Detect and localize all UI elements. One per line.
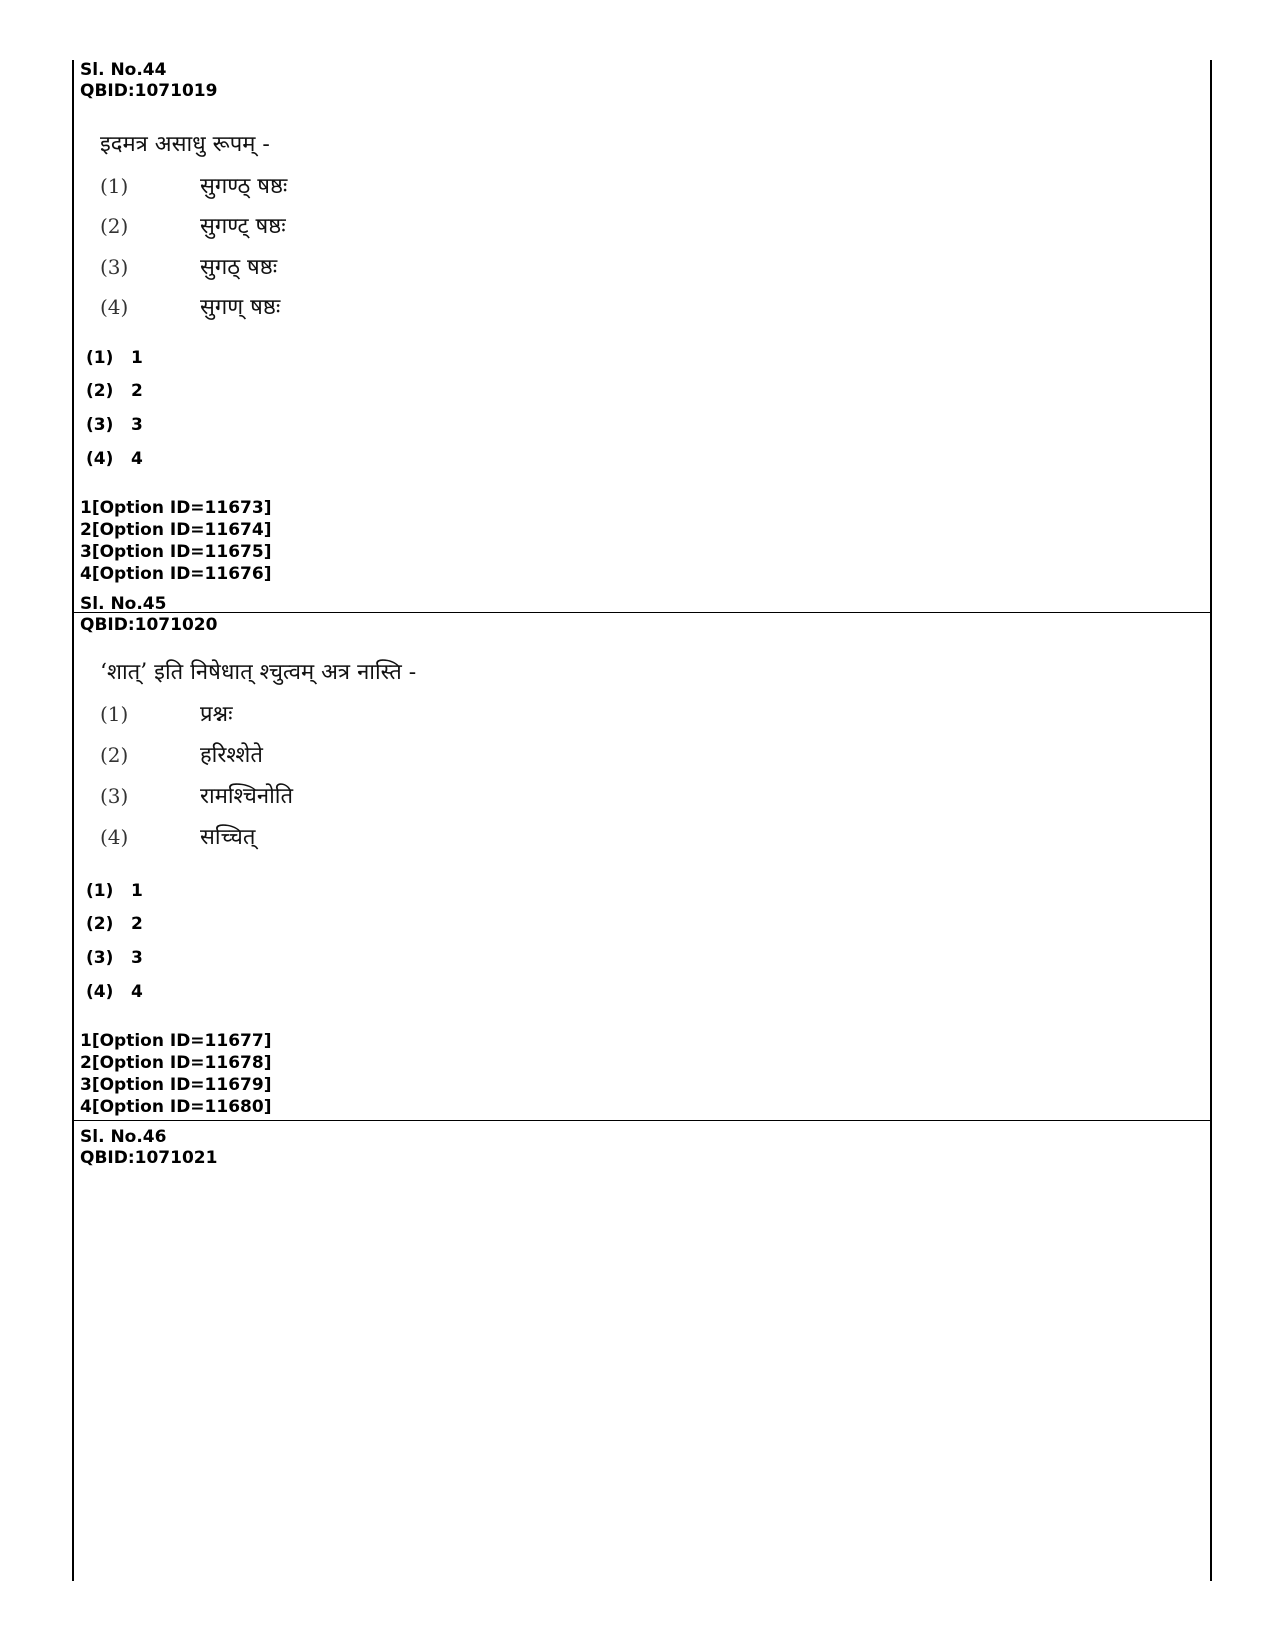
answer-value: 3: [131, 948, 143, 968]
option-text: सुगण्ट् षष्ठः: [200, 214, 286, 239]
question-block-46: [74, 1121, 1210, 1581]
option-text: सुगण् षष्ठः: [200, 295, 281, 320]
question-table: [72, 60, 1212, 1581]
option-id: 1[Option ID=11677]: [80, 1031, 272, 1051]
option-number: (2): [100, 743, 129, 767]
option-id: 3[Option ID=11679]: [80, 1075, 272, 1095]
option-number: (4): [100, 825, 129, 849]
answer-value: 3: [131, 415, 143, 435]
question-option-1: [100, 698, 233, 728]
option-id: 2[Option ID=11674]: [80, 520, 272, 540]
option-id: 4[Option ID=11680]: [80, 1097, 272, 1117]
question-option-2: [100, 210, 286, 240]
answer-choice-1[interactable]: [86, 881, 143, 901]
answer-choice-3[interactable]: [86, 415, 143, 435]
question-block-44: [74, 60, 1210, 613]
qbid: QBID:1071019: [80, 81, 218, 101]
serial-number: Sl. No.45: [80, 594, 167, 614]
option-number: (3): [100, 255, 129, 279]
qbid: QBID:1071021: [80, 1148, 218, 1168]
option-number: (3): [100, 784, 129, 808]
answer-number: (4): [86, 449, 114, 469]
answer-value: 1: [131, 881, 143, 901]
answer-number: (1): [86, 348, 114, 368]
question-text: इदमत्र असाधु रूपम् -: [100, 132, 270, 157]
option-id-list: [80, 497, 271, 585]
answer-number: (2): [86, 914, 114, 934]
option-text: प्रश्नः: [200, 702, 233, 727]
answer-value: 1: [131, 348, 143, 368]
question-option-3: [100, 251, 277, 281]
option-id: 1[Option ID=11673]: [80, 498, 272, 518]
option-text: सुगठ् षष्ठः: [200, 255, 278, 280]
option-text: सच्चित्: [200, 825, 256, 850]
answer-number: (1): [86, 881, 114, 901]
option-number: (4): [100, 295, 129, 319]
answer-choice-3[interactable]: [86, 948, 143, 968]
option-number: (1): [100, 174, 129, 198]
answer-value: 4: [131, 982, 143, 1002]
answer-value: 4: [131, 449, 143, 469]
serial-number: Sl. No.46: [80, 1127, 167, 1147]
question-option-4: [100, 291, 280, 321]
answer-choice-4[interactable]: [86, 449, 143, 469]
answer-number: (3): [86, 415, 114, 435]
option-text: सुगण्ठ् षष्ठः: [200, 174, 288, 199]
answer-number: (3): [86, 948, 114, 968]
option-text: हरिश्शेते: [200, 743, 263, 768]
serial-number: Sl. No.44: [80, 60, 167, 80]
question-text: ‘शात्’ इति निषेधात् श्चुत्वम् अत्र नास्ति -: [100, 660, 417, 685]
option-id: 4[Option ID=11676]: [80, 564, 272, 584]
question-option-4: [100, 821, 255, 851]
answer-number: (4): [86, 982, 114, 1002]
option-text: रामश्चिनोति: [200, 784, 294, 809]
option-number: (2): [100, 214, 129, 238]
qbid: QBID:1071020: [80, 615, 218, 635]
answer-choice-2[interactable]: [86, 914, 143, 934]
option-number: (1): [100, 702, 129, 726]
option-id-list: [80, 1030, 271, 1118]
answer-value: 2: [131, 381, 143, 401]
answer-choice-4[interactable]: [86, 982, 143, 1002]
question-option-1: [100, 170, 287, 200]
question-option-2: [100, 739, 263, 769]
answer-value: 2: [131, 914, 143, 934]
question-option-3: [100, 780, 293, 810]
question-block-45: [74, 588, 1210, 1121]
option-id: 3[Option ID=11675]: [80, 542, 272, 562]
answer-choice-2[interactable]: [86, 381, 143, 401]
answer-number: (2): [86, 381, 114, 401]
option-id: 2[Option ID=11678]: [80, 1053, 272, 1073]
answer-choice-1[interactable]: [86, 348, 143, 368]
